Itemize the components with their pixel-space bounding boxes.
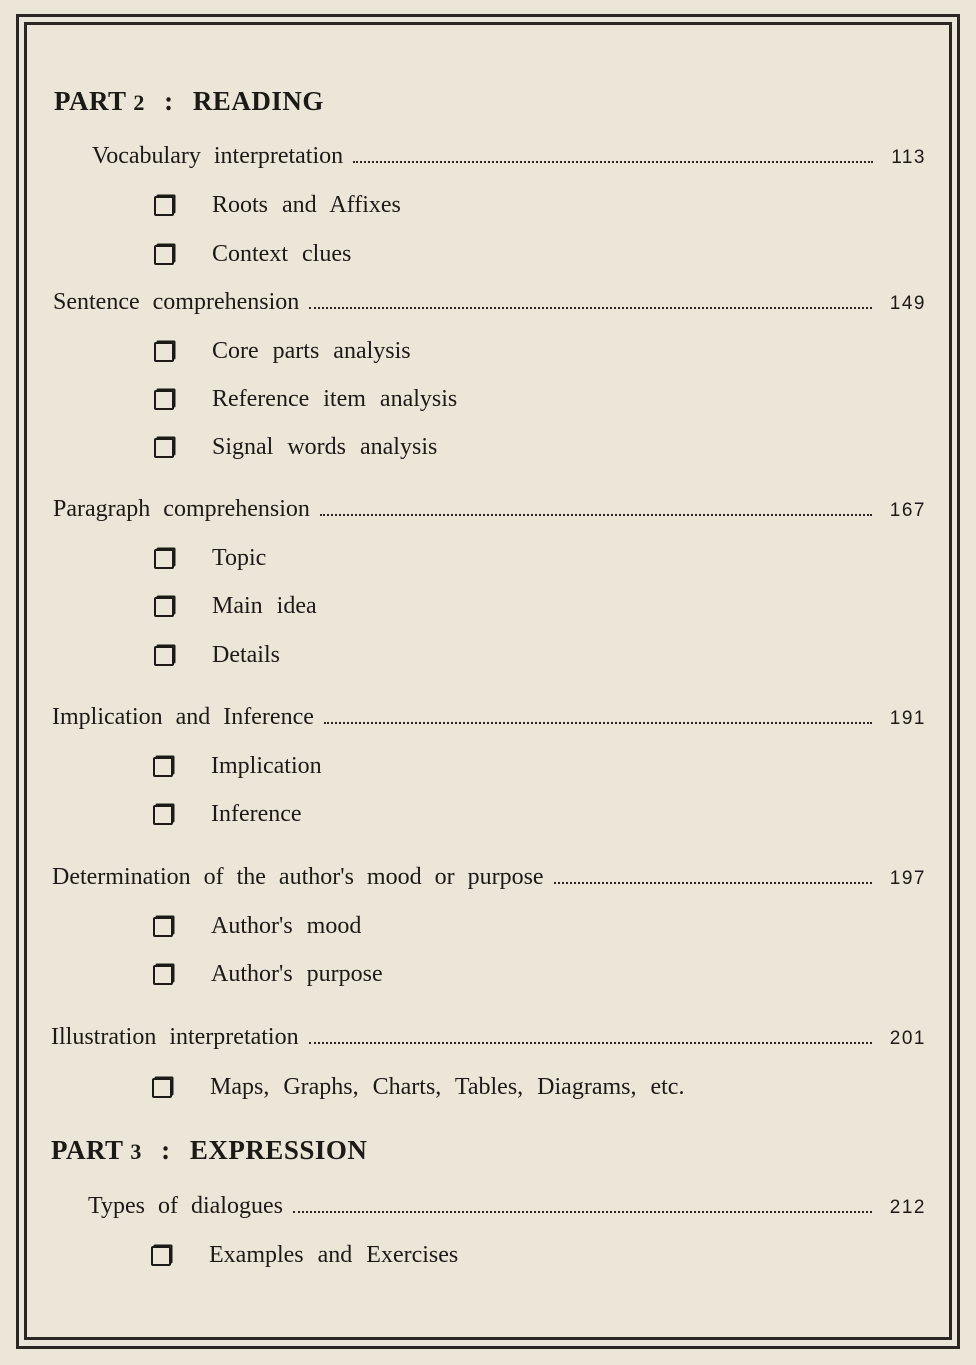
toc-entry-page: 197 — [889, 868, 926, 889]
toc-subitem — [153, 913, 361, 940]
part-3-heading — [51, 1135, 367, 1166]
toc-entry-title: Paragraph comprehension — [53, 496, 310, 522]
checkbox-icon — [153, 757, 173, 777]
dot-leader — [353, 161, 873, 163]
toc-subitem — [154, 434, 437, 461]
toc-subitem — [154, 386, 457, 413]
toc-entry[interactable] — [92, 143, 926, 170]
toc-entry-page: 191 — [889, 708, 926, 729]
toc-subitem-label: Author's mood — [211, 913, 362, 939]
checkbox-icon — [154, 597, 174, 617]
toc-subitem — [154, 593, 317, 620]
toc-entry-page: 201 — [889, 1028, 926, 1049]
toc-subitem-label: Reference item analysis — [212, 386, 458, 412]
toc-subitem-label: Core parts analysis — [212, 338, 411, 364]
dot-leader — [324, 722, 872, 724]
part-title: EXPRESSION — [189, 1135, 368, 1165]
checkbox-icon — [153, 917, 173, 937]
toc-entry[interactable] — [88, 1193, 926, 1220]
toc-subitem-label: Details — [212, 642, 280, 668]
toc-subitem — [154, 192, 401, 219]
dot-leader — [293, 1211, 872, 1213]
toc-subitem — [152, 1074, 684, 1101]
toc-subitem-label: Implication — [211, 753, 322, 779]
toc-subitem-label: Inference — [211, 801, 302, 827]
toc-subitem-label: Context clues — [212, 241, 352, 267]
toc-entry-title: Sentence comprehension — [53, 289, 300, 315]
toc-entry-page: 167 — [889, 500, 926, 521]
toc-subitem-label: Maps, Graphs, Charts, Tables, Diagrams, etc. — [210, 1074, 685, 1100]
part-separator: : — [164, 86, 174, 116]
toc-entry-title: Vocabulary interpretation — [92, 143, 344, 169]
checkbox-icon — [154, 245, 174, 265]
toc-subitem-label: Roots and Affixes — [212, 192, 401, 218]
part-2-heading — [54, 86, 324, 117]
toc-subitem-label: Signal words analysis — [212, 434, 438, 460]
toc-entry[interactable] — [53, 289, 926, 316]
part-number: 2 — [133, 90, 145, 115]
checkbox-icon — [151, 1246, 171, 1266]
checkbox-icon — [154, 390, 174, 410]
part-label: PART — [54, 86, 127, 116]
toc-subitem — [153, 753, 322, 780]
checkbox-icon — [153, 805, 173, 825]
toc-subitem — [154, 338, 411, 365]
part-label: PART — [51, 1135, 124, 1165]
checkbox-icon — [154, 196, 174, 216]
toc-subitem — [154, 545, 266, 572]
toc-entry[interactable] — [52, 704, 926, 731]
toc-entry-title: Types of dialogues — [88, 1193, 283, 1219]
dot-leader — [320, 514, 872, 516]
toc-entry-title: Implication and Inference — [52, 704, 314, 730]
part-title: READING — [192, 86, 324, 116]
checkbox-icon — [153, 965, 173, 985]
checkbox-icon — [154, 342, 174, 362]
dot-leader — [309, 1042, 872, 1044]
dot-leader — [309, 307, 872, 309]
toc-subitem — [153, 801, 302, 828]
toc-subitem — [153, 961, 383, 988]
checkbox-icon — [154, 646, 174, 666]
part-separator: : — [161, 1135, 171, 1165]
toc-entry-title: Illustration interpretation — [51, 1024, 299, 1050]
toc-entry-page: 212 — [889, 1197, 926, 1218]
toc-entry[interactable] — [53, 496, 926, 523]
checkbox-icon — [152, 1078, 172, 1098]
toc-subitem — [154, 241, 351, 268]
toc-subitem-label: Topic — [212, 545, 267, 571]
toc-subitem — [154, 642, 280, 669]
part-number: 3 — [130, 1139, 142, 1164]
checkbox-icon — [154, 549, 174, 569]
toc-subitem-label: Author's purpose — [211, 961, 383, 987]
toc-subitem — [151, 1242, 458, 1269]
toc-entry-page: 149 — [889, 293, 926, 314]
checkbox-icon — [154, 438, 174, 458]
toc-entry[interactable] — [51, 1024, 926, 1051]
toc-subitem-label: Main idea — [212, 593, 317, 619]
dot-leader — [554, 882, 872, 884]
toc-entry[interactable] — [52, 864, 926, 891]
toc-entry-title: Determination of the author's mood or purpose — [52, 864, 544, 890]
toc-entry-page: 113 — [891, 147, 926, 168]
toc-subitem-label: Examples and Exercises — [209, 1242, 459, 1268]
